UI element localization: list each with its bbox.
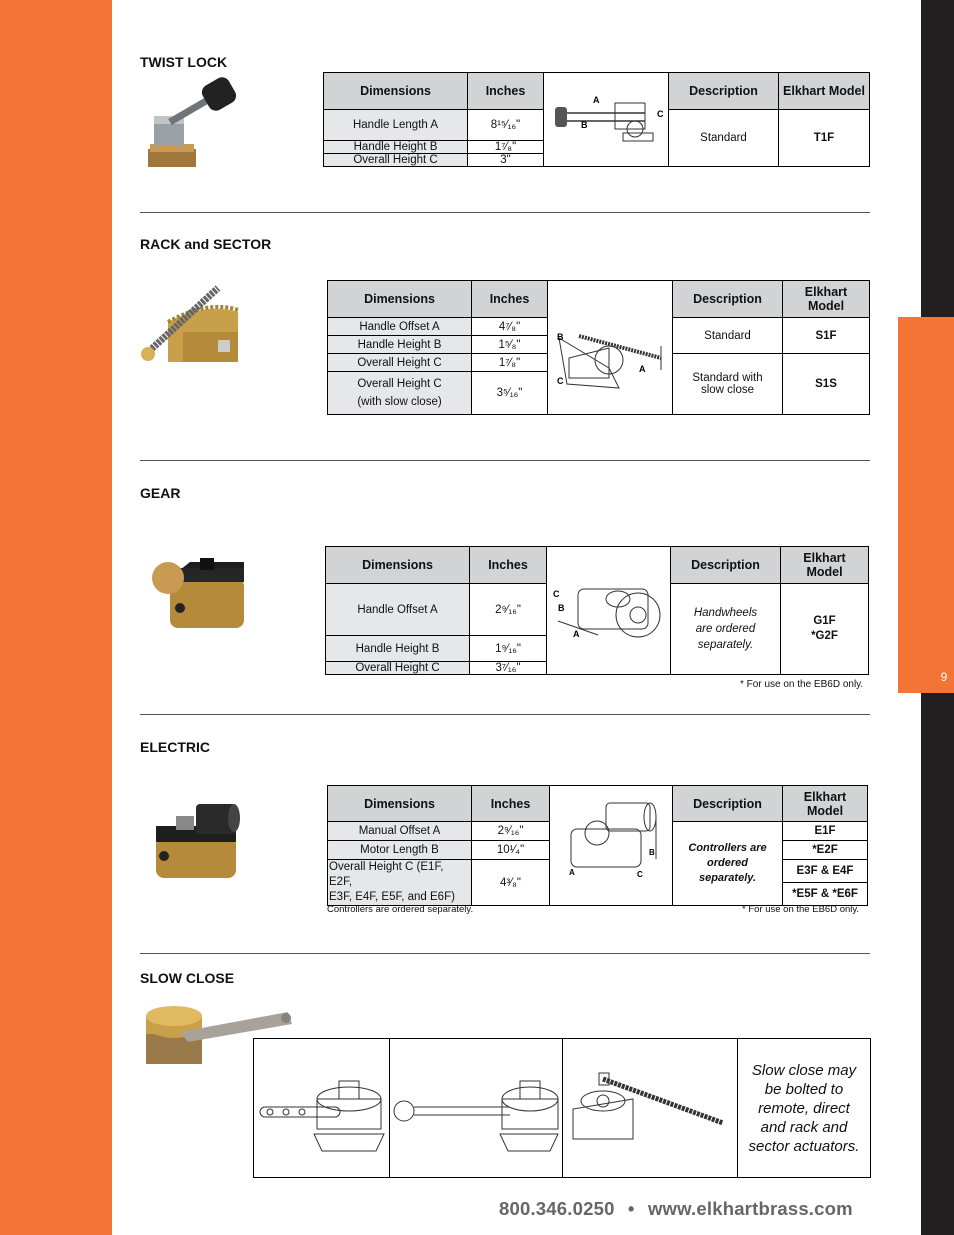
- model-cell: S1S: [783, 354, 870, 415]
- description-line: separately.: [698, 872, 757, 884]
- diagram-label-a: A: [638, 364, 645, 374]
- model-cell: T1F: [779, 110, 870, 167]
- dim-cell: Overall Height C: [326, 662, 470, 675]
- twist-lock-title: TWIST LOCK: [140, 54, 228, 70]
- inch-cell: 3": [468, 154, 544, 167]
- diagram-label-b: B: [648, 848, 655, 857]
- model-cell: [781, 584, 869, 675]
- inch-cell: 8¹⁵⁄₁₆": [468, 110, 544, 141]
- rack-sector-title: RACK and SECTOR: [140, 236, 272, 252]
- description-cell: [671, 584, 781, 675]
- electric-diagram-cell: [550, 786, 673, 906]
- section-divider: [140, 212, 870, 213]
- model-cell: E3F & E4F: [783, 860, 868, 883]
- rack-sector-diagram: [549, 298, 672, 394]
- electric-footnote: * For use on the EB6D only.: [742, 904, 860, 915]
- footer-phone: 800.346.0250: [499, 1198, 615, 1219]
- gear-diagram: [548, 547, 670, 671]
- electric-title: ELECTRIC: [140, 739, 210, 755]
- electric-photo: [146, 796, 246, 882]
- slow-close-lever-drawing: [254, 1039, 390, 1177]
- slow-close-caption: [738, 1039, 870, 1177]
- inch-cell: 1⁷⁄₈": [472, 354, 548, 372]
- electric-diagram: [551, 789, 672, 899]
- caption-line: and rack and: [760, 1118, 848, 1136]
- dim-cell: [328, 372, 472, 415]
- col-inches: Inches: [472, 786, 550, 822]
- footer-website[interactable]: www.elkhartbrass.com: [647, 1198, 853, 1219]
- dim-cell: Motor Length B: [328, 841, 472, 860]
- description-cell: [673, 822, 783, 906]
- dim-line: (with slow close): [357, 396, 442, 408]
- inch-cell: 1⁹⁄₁₆": [470, 636, 547, 662]
- page-tab: [898, 317, 954, 693]
- dim-cell: [328, 860, 472, 906]
- dim-line: Overall Height C (E1F, E2F,: [329, 861, 444, 888]
- col-model: Elkhart Model: [779, 73, 870, 110]
- description-line: are ordered: [695, 623, 756, 635]
- caption-line: remote, direct: [758, 1099, 850, 1117]
- inch-cell: 10¹⁄₄": [472, 841, 550, 860]
- diagram-label-c: C: [552, 589, 559, 599]
- col-model: Elkhart Model: [783, 786, 868, 822]
- description-cell: [673, 354, 783, 415]
- col-description: Description: [671, 547, 781, 584]
- caption-line: Slow close may: [751, 1061, 857, 1079]
- gear-title: GEAR: [140, 485, 181, 501]
- dim-line: Overall Height C: [357, 378, 442, 390]
- inch-cell: 4³⁄₈": [472, 860, 550, 906]
- footer-contact: [499, 1198, 853, 1220]
- twist-lock-table: [323, 72, 870, 167]
- diagram-label-c: C: [656, 109, 663, 119]
- col-inches: Inches: [468, 73, 544, 110]
- rack-sector-photo: [138, 282, 258, 374]
- slow-close-drawing-1: [254, 1039, 390, 1177]
- model-line: G1F: [813, 615, 836, 627]
- col-inches: Inches: [472, 281, 548, 318]
- gear-table: [325, 546, 869, 675]
- inch-cell: 3⁵⁄₁₆": [472, 372, 548, 415]
- caption-line: sector actuators.: [748, 1137, 860, 1155]
- gear-photo: [150, 548, 250, 632]
- gear-footnote: * For use on the EB6D only.: [740, 679, 864, 690]
- diagram-label-a: A: [568, 868, 575, 877]
- orange-side-bar: [0, 0, 112, 1235]
- section-divider: [140, 714, 870, 715]
- diagram-label-b: B: [580, 120, 587, 130]
- dim-cell: Handle Offset A: [326, 584, 470, 636]
- dim-cell: Handle Length A: [324, 110, 468, 141]
- model-line: *G2F: [811, 630, 838, 642]
- slow-close-rack-drawing: [563, 1039, 738, 1177]
- slow-close-drawing-3: [563, 1039, 738, 1177]
- inch-cell: 2⁹⁄₁₆": [472, 822, 550, 841]
- model-cell: S1F: [783, 318, 870, 354]
- slow-close-panel: [253, 1038, 871, 1178]
- rack-sector-table: [327, 280, 870, 415]
- col-dimensions: Dimensions: [326, 547, 470, 584]
- col-inches: Inches: [470, 547, 547, 584]
- col-model: Elkhart Model: [783, 281, 870, 318]
- dim-cell: Overall Height C: [328, 354, 472, 372]
- dim-cell: Handle Height B: [326, 636, 470, 662]
- col-description: Description: [673, 786, 783, 822]
- gear-diagram-cell: [547, 547, 671, 675]
- inch-cell: 4⁷⁄₈": [472, 318, 548, 336]
- footer-separator: •: [627, 1198, 635, 1219]
- col-description: Description: [673, 281, 783, 318]
- inch-cell: 1⁵⁄₈": [472, 336, 548, 354]
- diagram-label-b: B: [556, 332, 563, 342]
- page-number: 9: [940, 670, 948, 684]
- inch-cell: 2⁹⁄₁₆": [470, 584, 547, 636]
- description-cell: Standard: [669, 110, 779, 167]
- dim-line: E3F, E4F, E5F, and E6F): [329, 891, 455, 903]
- col-model: Elkhart Model: [781, 547, 869, 584]
- model-cell: *E5F & *E6F: [783, 883, 868, 906]
- diagram-label-a: A: [592, 95, 599, 105]
- col-dimensions: Dimensions: [328, 281, 472, 318]
- description-cell: Standard: [673, 318, 783, 354]
- model-cell: *E2F: [783, 841, 868, 860]
- rack-sector-diagram-cell: [548, 281, 673, 415]
- slow-close-title: SLOW CLOSE: [140, 970, 235, 986]
- twist-lock-photo: [140, 74, 250, 174]
- dim-cell: Handle Height B: [328, 336, 472, 354]
- col-dimensions: Dimensions: [324, 73, 468, 110]
- twist-lock-diagram: [545, 73, 668, 163]
- inch-cell: 3⁷⁄₁₆": [470, 662, 547, 675]
- electric-note-left: Controllers are ordered separately.: [327, 904, 474, 915]
- dim-cell: Handle Offset A: [328, 318, 472, 336]
- col-dimensions: Dimensions: [328, 786, 472, 822]
- electric-table: [327, 785, 868, 906]
- description-line: slow close: [700, 384, 755, 396]
- model-cell: E1F: [783, 822, 868, 841]
- description-line: separately.: [697, 639, 754, 651]
- dim-cell: Overall Height C: [324, 154, 468, 167]
- diagram-label-b: B: [557, 603, 564, 613]
- inch-cell: 1⁷⁄₈": [468, 141, 544, 154]
- dim-cell: Handle Height B: [324, 141, 468, 154]
- diagram-label-c: C: [636, 870, 643, 879]
- description-line: Controllers are: [688, 842, 767, 854]
- col-description: Description: [669, 73, 779, 110]
- dim-cell: Manual Offset A: [328, 822, 472, 841]
- slow-close-handle-drawing: [390, 1039, 563, 1177]
- diagram-label-a: A: [572, 629, 579, 639]
- section-divider: [140, 953, 870, 954]
- diagram-label-c: C: [556, 376, 563, 386]
- caption-line: be bolted to: [764, 1080, 844, 1098]
- slow-close-drawing-2: [390, 1039, 563, 1177]
- section-divider: [140, 460, 870, 461]
- twist-lock-diagram-cell: [544, 73, 669, 167]
- description-line: ordered: [707, 857, 748, 869]
- description-line: Handwheels: [693, 607, 758, 619]
- description-line: Standard with: [692, 372, 763, 384]
